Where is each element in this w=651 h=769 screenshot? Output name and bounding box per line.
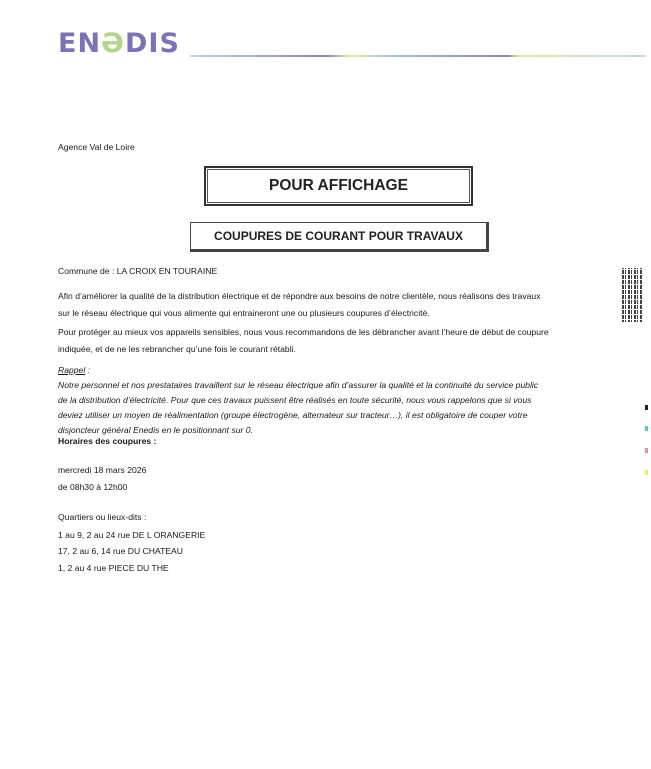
rappel-line: disjoncteur général Enedis en le positionnant sur 0. — [58, 425, 253, 435]
title-main: POUR AFFICHAGE — [204, 166, 473, 206]
qr-code — [622, 268, 643, 322]
print-mark-yellow — [645, 470, 648, 475]
rappel-line: deviez utiliser un moyen de réalimentation (groupe électrogène, alternateur sur tracteur…), il est obligatoire de couper votre — [58, 410, 528, 420]
rappel-heading — [58, 365, 90, 375]
commune: Commune de : LA CROIX EN TOURAINE — [58, 266, 218, 276]
header-rule — [190, 55, 645, 57]
rappel-label: Rappel — [58, 365, 86, 375]
paragraph1-line: Afin d’améliorer la qualité de la distribution électrique et de répondre aux besoins de notre clientèle, nous réalisons des travaux — [58, 291, 541, 301]
location-item: 1, 2 au 4 rue PIECE DU THE — [58, 563, 169, 573]
rappel-line: Notre personnel et nos prestataires travaillent sur le réseau électrique afin d’assurer la qualité et la continuité du service public — [58, 380, 539, 390]
print-mark-magenta — [645, 448, 648, 453]
location-item: 17, 2 au 6, 14 rue DU CHATEAU — [58, 546, 183, 556]
print-mark-black — [645, 405, 648, 410]
locations-heading: Quartiers ou lieux-dits : — [58, 512, 147, 522]
schedule-heading: Horaires des coupures : — [58, 436, 157, 446]
rappel-line: de la distribution d’électricité. Pour que ces travaux puissent être réalisés en toute sécurité, nous vous rappelons que si vous — [58, 395, 532, 405]
agency-name: Agence Val de Loire — [58, 142, 135, 152]
enedis-logo: ENƏDIS — [58, 28, 180, 59]
paragraph1-line: sur le réseau électrique qui vous alimente qui entraineront une ou plusieurs coupures d’électricité. — [58, 308, 430, 318]
paragraph2-line: indiquée, et de ne les rebrancher qu’une fois le courant rétabli. — [58, 344, 296, 354]
location-item: 1 au 9, 2 au 24 rue DE L ORANGERIE — [58, 530, 206, 540]
rappel-suffix: : — [85, 365, 91, 375]
schedule-date: mercredi 18 mars 2026 — [58, 465, 147, 475]
paragraph2-line: Pour protéger au mieux vos appareils sensibles, nous vous recommandons de les débrancher avant l’heure de début de coupure — [58, 327, 549, 337]
schedule-time: de 08h30 à 12h00 — [58, 482, 128, 492]
print-mark-cyan — [645, 426, 648, 431]
title-sub: COUPURES DE COURANT POUR TRAVAUX — [190, 222, 489, 252]
